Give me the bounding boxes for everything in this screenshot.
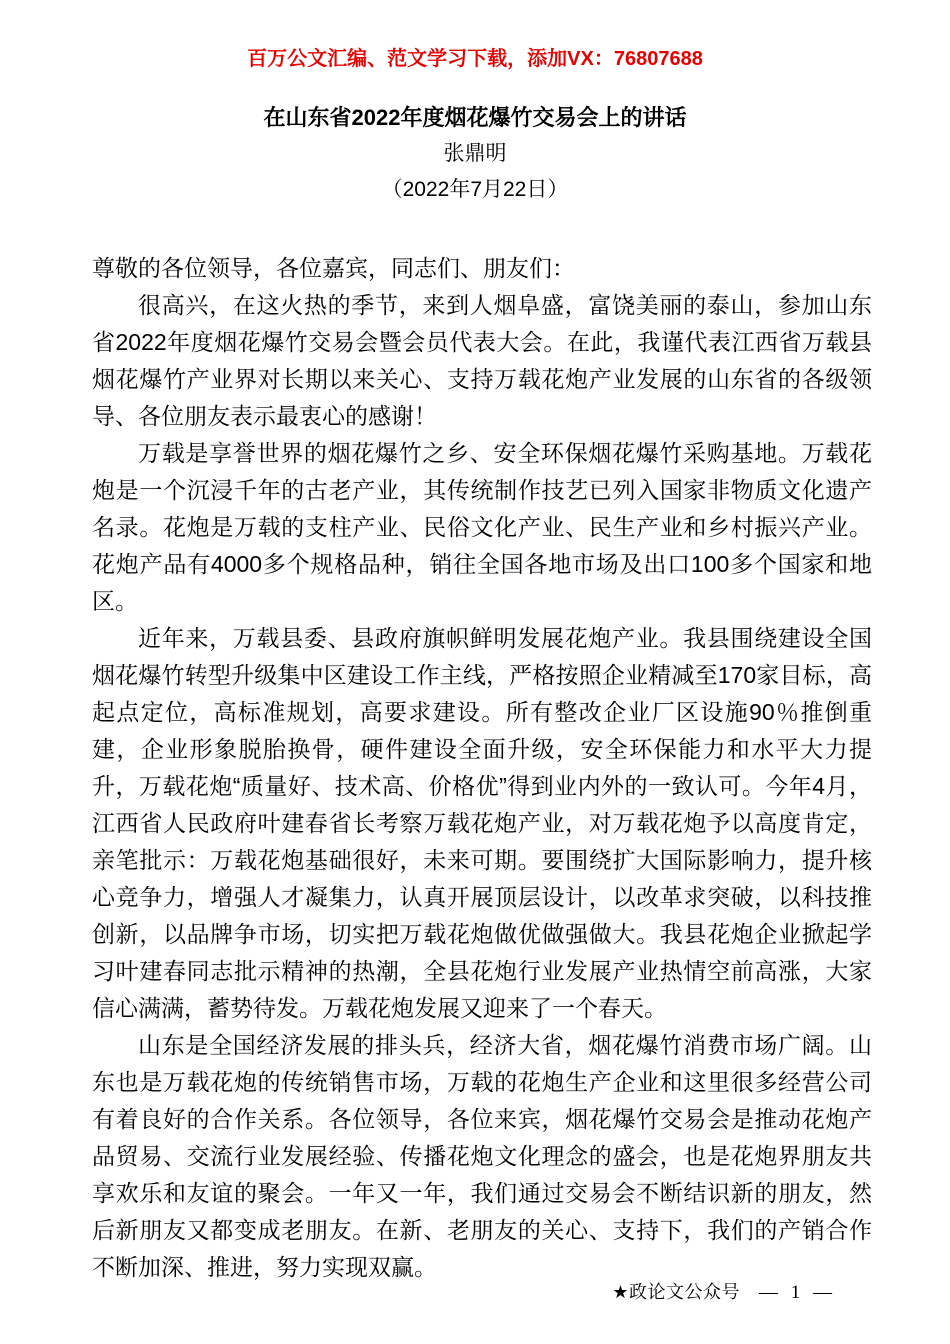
title-block [0, 100, 950, 208]
paragraph-shandong-cooperation: 山东是全国经济发展的排头兵，经济大省，烟花爆竹消费市场广阔。山东也是万载花炮的传统销售市场，万载的花炮生产企业和这里很多经营公司有着良好的合作关系。各位领导，各位来宾，烟花爆竹交易会是推动花炮产品贸易、交流行业发展经验、传播花炮文化理念的盛会，也是花炮界朋友共享欢乐和友谊的聚会。一年又一年，我们通过交易会不断结识新的朋友，然后新朋友又都变成老朋友。在新、老朋友的关心、支持下，我们的产销合作不断加深、推进，努力实现双赢。 [92, 1032, 872, 1280]
document-title: 在山东省2022年度烟花爆竹交易会上的讲话 [263, 105, 687, 130]
page-number: — 1 — [759, 1282, 832, 1303]
promo-notice: 百万公文汇编、范文学习下载，添加VX：76807688 [247, 48, 703, 70]
paragraph-wanzai-intro: 万载是享誉世界的烟花爆竹之乡、安全环保烟花爆竹采购基地。万载花炮是一个沉浸千年的古老产业，其传统制作技艺已列入国家非物质文化遗产名录。花炮是万载的支柱产业、民俗文化产业、民生产业和乡村振兴产业。花炮产品有4000多个规格品种，销往全国各地市场及出口100多个国家和地区。 [92, 440, 872, 614]
speech-date: （2022年7月22日） [381, 178, 569, 201]
paragraph-greeting: 很高兴，在这火热的季节，来到人烟阜盛，富饶美丽的泰山，参加山东省2022年度烟花爆竹交易会暨会员代表大会。在此，我谨代表江西省万载县烟花爆竹产业界对长期以来关心、支持万载花炮产业发展的山东省的各级领导、各位朋友表示最衷心的感谢！ [92, 292, 872, 429]
paragraph-industry-development: 近年来，万载县委、县政府旗帜鲜明发展花炮产业。我县围绕建设全国烟花爆竹转型升级集中区建设工作主线，严格按照企业精减至170家目标，高起点定位，高标准规划，高要求建设。所有整改企业厂区设施90％推倒重建，企业形象脱胎换骨，硬件建设全面升级，安全环保能力和水平大力提升，万载花炮“质量好、技术高、价格优”得到业内外的一致认可。今年4月，江西省人民政府叶建春省长考察万载花炮产业，对万载花炮予以高度肯定，亲笔批示：万载花炮基础很好，未来可期。要围绕扩大国际影响力，提升核心竞争力，增强人才凝集力，认真开展顶层设计，以改革求突破，以科技推创新，以品牌争市场，切实把万载花炮做优做强做大。我县花炮企业掀起学习叶建春同志批示精神的热潮，全县花炮行业发展产业热情空前高涨，大家信心满满，蓄势待发。万载花炮发展又迎来了一个春天。 [92, 625, 872, 1021]
salutation: 尊敬的各位领导，各位嘉宾，同志们、朋友们： [92, 255, 575, 281]
footer-watermark: ★政论文公众号 [612, 1282, 740, 1302]
page-footer [612, 1281, 832, 1304]
document-body [92, 250, 872, 1286]
author-name: 张鼎明 [443, 142, 507, 165]
